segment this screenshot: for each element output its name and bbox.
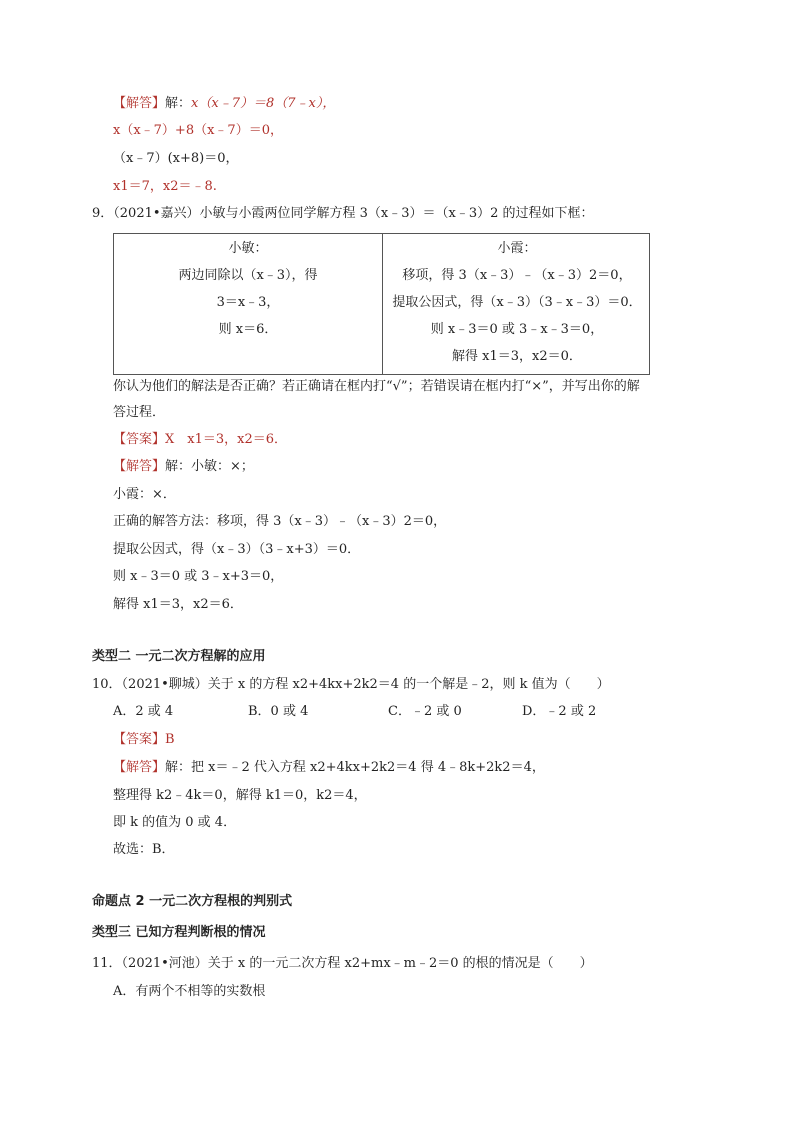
q9-detail-line3: 正确的解答方法：移项，得 3（x﹣3）﹣（x﹣3）2＝0， xyxy=(113,514,447,529)
q10-detail-line4: 故选：B． xyxy=(113,842,175,857)
q9-ask-line1: 你认为他们的解法是否正确？若正确请在框内打“√”；若错误请在框内打“×”，并写出你的解 xyxy=(113,379,640,394)
q10-detail-line3: 即 k 的值为 0 或 4． xyxy=(113,815,237,830)
q10-option-a: A．2 或 4 xyxy=(113,704,174,719)
q8-root1: x1＝7 xyxy=(113,179,150,194)
q9-detail-line2: 小霞：×． xyxy=(113,487,176,502)
q9-detail-line4: 提取公因式，得（x﹣3）（3﹣x+3）＝0． xyxy=(113,542,361,557)
answer-tag: 【答案】 xyxy=(113,732,166,747)
q9-detail-line5: 则 x﹣3＝0 或 3﹣x+3＝0， xyxy=(113,569,284,584)
answer-detail-tag: 【解答】 xyxy=(113,96,166,111)
q9-ask-line2: 答过程． xyxy=(113,405,166,420)
q9-detail-line1 xyxy=(113,458,254,476)
q10-detail-text1: 解：把 x＝﹣2 代入方程 x2+4kx+2k2＝4 得 4﹣8k+2k2＝4， xyxy=(165,760,545,775)
q9-answer-value: X x1＝3，x2＝6． xyxy=(165,432,288,447)
q9-detail-text1: 解：小敏：×； xyxy=(165,459,254,474)
q10-option-d: D．﹣2 或 2 xyxy=(522,704,597,719)
xiaomin-step1: 两边同除以（x﹣3），得 xyxy=(178,268,318,283)
type2-heading: 类型二 一元二次方程解的应用 xyxy=(92,649,266,664)
q11-stem: 11．（2021•河池）关于 x 的一元二次方程 x2+mx﹣m﹣2＝0 的根的情况是（ ） xyxy=(92,956,593,971)
q8-eq2: x（x﹣7）+8（x﹣7）＝0， xyxy=(113,123,283,138)
q8-detail-line1 xyxy=(113,95,335,113)
q9-solution-box xyxy=(113,233,650,375)
q10-detail-line2: 整理得 k2﹣4k＝0，解得 k1＝0，k2＝4， xyxy=(113,788,367,803)
q10-stem: 10．（2021•聊城）关于 x 的方程 x2+4kx+2k2＝4 的一个解是﹣2，则 k 值为（ ） xyxy=(92,677,610,692)
q8-roots: x1＝7，x2＝﹣8. xyxy=(113,179,217,194)
q8-root2: x2＝﹣8. xyxy=(162,179,217,194)
answer-detail-tag: 【解答】 xyxy=(113,760,166,775)
xiaomin-title: 小敏： xyxy=(228,241,268,256)
xiaoxia-step3: 则 x﹣3＝0 或 3﹣x﹣3＝0， xyxy=(430,322,604,337)
topic2-heading: 命题点 2 一元二次方程根的判别式 xyxy=(92,894,293,909)
q10-answer-value: B xyxy=(165,732,175,747)
q8-eq3: （x﹣7）(x+8)＝0， xyxy=(113,151,239,166)
type3-heading: 类型三 已知方程判断根的情况 xyxy=(92,925,266,940)
answer-detail-tag: 【解答】 xyxy=(113,459,166,474)
xiaomin-cell xyxy=(114,234,382,343)
xiaoxia-step4: 解得 x1＝3，x2＝0． xyxy=(452,349,582,364)
q10-detail-line1 xyxy=(113,759,545,777)
xiaoxia-title: 小霞： xyxy=(497,241,537,256)
q10-option-b: B．0 或 4 xyxy=(248,704,309,719)
xiaomin-step3: 则 x＝6． xyxy=(218,322,278,337)
q8-eq1: x（x﹣7）＝8（7﹣x）， xyxy=(191,96,336,111)
xiaomin-step2: 3＝x﹣3， xyxy=(216,295,280,310)
solve-label: 解： xyxy=(165,96,192,111)
answer-tag: 【答案】 xyxy=(113,432,166,447)
xiaoxia-cell xyxy=(383,234,651,370)
xiaoxia-step2: 提取公因式，得（x﹣3）（3﹣x﹣3）＝0． xyxy=(392,295,642,310)
q10-answer xyxy=(113,731,175,749)
q10-option-c: C．﹣2 或 0 xyxy=(388,704,462,719)
q9-answer xyxy=(113,431,287,449)
q9-stem: 9．（2021•嘉兴）小敏与小霞两位同学解方程 3（x﹣3）＝（x﹣3）2 的过程如下框： xyxy=(92,206,594,221)
xiaoxia-step1: 移项，得 3（x﹣3）﹣（x﹣3）2＝0， xyxy=(402,268,632,283)
q9-detail-line6: 解得 x1＝3，x2＝6． xyxy=(113,597,243,612)
q11-option-a: A．有两个不相等的实数根 xyxy=(113,984,266,999)
